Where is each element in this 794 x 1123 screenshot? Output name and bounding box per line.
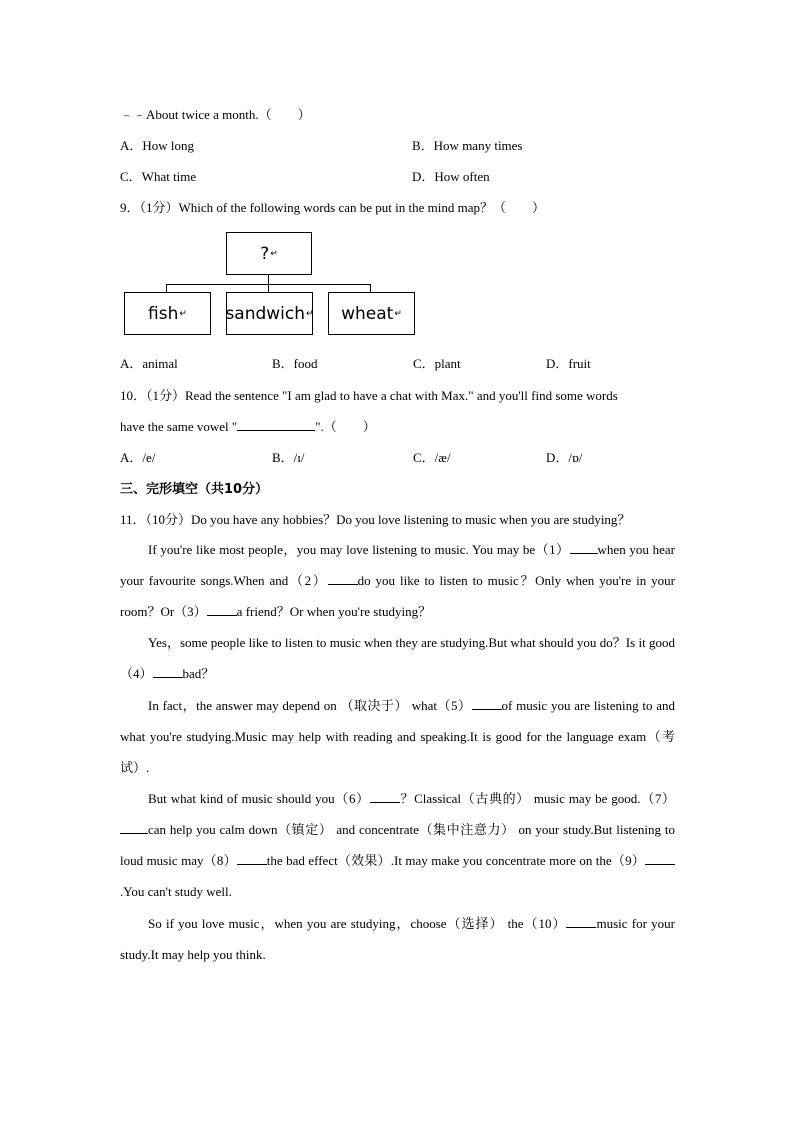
answer-blank [153,665,183,678]
q11-paragraph-2 [120,627,675,689]
connector-vertical [268,274,269,284]
mind-map-child-fish [124,292,211,335]
passage-text: bad？ [182,666,215,681]
passage-text: do you like to listen to music？Only when you're in your room？Or（3） [120,573,675,619]
return-mark-icon: ↵ [179,308,187,319]
answer-blank [207,603,237,616]
return-mark-icon: ↵ [306,308,314,319]
q9-option-b: B．food [272,356,318,371]
q10-option-c: C．/æ/ [413,450,451,465]
q11-paragraph-3 [120,690,675,783]
mind-map-child-wheat [328,292,415,335]
passage-text: Yes，some people like to listen to music when they are studying.But what should you do？Is it good（4） [120,635,675,681]
q8-option-d: D．How often [412,169,490,184]
mind-map-child-label: wheat [341,303,394,324]
passage-text: when you hear your favourite songs.When and（2） [120,542,675,588]
q10-stem-text-b: ".（ ） [315,419,376,434]
passage-text: the bad effect（效果）.It may make you concentrate more on the（9） [266,853,646,868]
q10-stem-line1: 10．（1分）Read the sentence "I am glad to have a chat with Max." and you'll find some words [120,388,618,403]
mind-map-child-label: fish [148,303,179,324]
answer-blank [566,915,596,928]
answer-blank [328,572,358,585]
passage-text: But what kind of music should you（6） [148,791,370,806]
answer-blank [237,418,315,431]
answer-blank [570,541,598,554]
q9-option-d: D．fruit [546,356,591,371]
q8-stem: ﹣﹣About twice a month.（ ） [120,107,311,122]
q11-paragraph-4 [120,783,675,907]
q11-intro: 11．（10分）Do you have any hobbies？Do you love listening to music when you are studying？ [120,512,631,527]
q10-option-b: B．/ɪ/ [272,450,305,465]
connector-middle [268,284,269,292]
return-mark-icon: ↵ [394,308,402,319]
answer-blank [370,790,400,803]
passage-text: In fact，the answer may depend on （取决于） what（5） [148,698,472,713]
passage-text: music for your study.It may help you think. [120,916,675,962]
passage-text: So if you love music，when you are studying，choose（选择） the（10） [148,916,567,931]
passage-text: a friend？Or when you're studying？ [236,604,432,619]
answer-blank [645,852,675,865]
q8-option-b: B．How many times [412,138,523,153]
passage-text: ？Classical（古典的） music may be good.（7） [399,791,676,806]
mind-map-child-label: sandwich [225,303,306,324]
q10-option-d: D．/ɒ/ [546,450,583,465]
answer-blank [237,852,267,865]
q10-option-a: A．/e/ [120,450,156,465]
q9-stem: 9．（1分）Which of the following words can be put in the mind map？（ ） [120,200,545,215]
q8-option-c: C．What time [120,169,197,184]
answer-blank [472,697,502,710]
return-mark-icon: ↵ [270,248,278,259]
section-title: 三、完形填空（共10分） [120,482,269,497]
q9-option-a: A．animal [120,356,178,371]
connector-left [166,284,167,292]
passage-text: of music you are listening to and what you're studying.Music may help with reading and speaking.It is good for the language exam（考试）. [120,698,675,775]
mind-map-root-label: ? [260,243,270,264]
q10-stem-line2 [120,416,376,435]
passage-text: If you're like most people，you may love listening to music. You may be（1） [148,542,570,557]
mind-map-root [226,232,312,275]
q11-paragraph-5 [120,908,675,970]
passage-text: can help you calm down（镇定） and concentrate（集中注意力） on your study.But listening to loud music may（8） [120,822,675,868]
q10-stem-text-a: have the same vowel " [120,419,238,434]
q9-option-c: C．plant [413,356,461,371]
q11-paragraph-1 [120,534,675,627]
passage-text: .You can't study well. [120,884,232,899]
mind-map-child-sandwich [226,292,313,335]
answer-blank [120,821,148,834]
q8-option-a: A．How long [120,138,195,153]
connector-right [370,284,371,292]
